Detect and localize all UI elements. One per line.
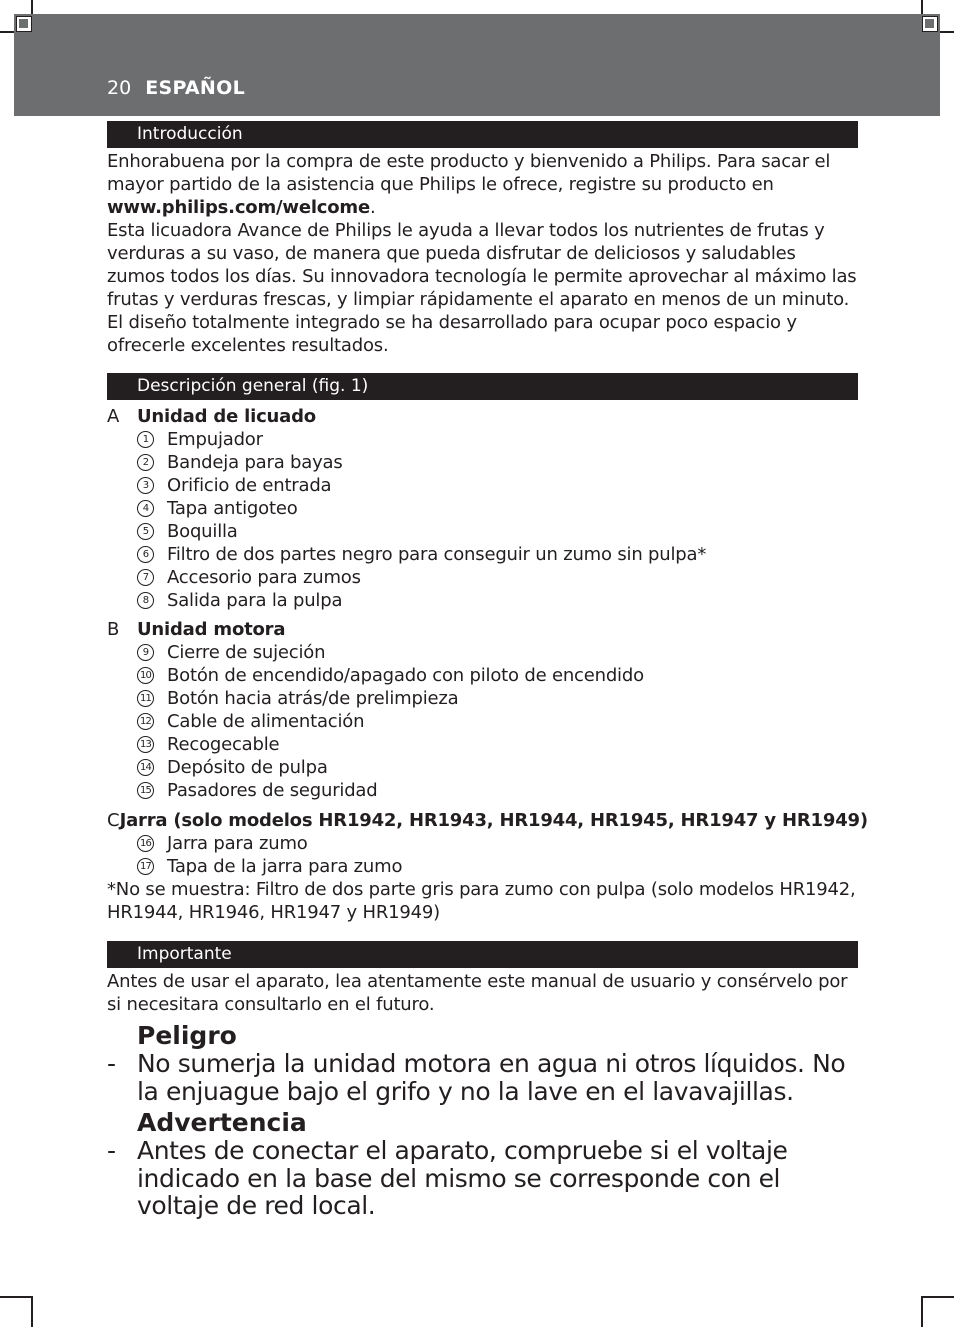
item-number-badge: 17 bbox=[137, 858, 154, 875]
registration-mark-top-right bbox=[922, 16, 938, 32]
item-number-badge: 16 bbox=[137, 835, 154, 852]
group-letter: C bbox=[107, 810, 120, 831]
intro-paragraph-1 bbox=[107, 150, 858, 219]
list-item bbox=[107, 566, 858, 589]
registration-mark-top-left bbox=[16, 16, 32, 32]
crop-mark-top-left-h bbox=[0, 31, 14, 33]
group-header bbox=[107, 618, 858, 641]
group-letter: A bbox=[107, 406, 120, 427]
header-band bbox=[14, 14, 940, 116]
item-number-badge: 3 bbox=[137, 477, 154, 494]
item-label: Cable de alimentación bbox=[167, 711, 365, 732]
group-header bbox=[107, 405, 858, 428]
item-label: Tapa antigoteo bbox=[167, 498, 298, 519]
item-number-badge: 12 bbox=[137, 713, 154, 730]
item-number-badge: 6 bbox=[137, 546, 154, 563]
danger-item bbox=[107, 1050, 858, 1105]
item-label: Orificio de entrada bbox=[167, 475, 332, 496]
bullet-dash: - bbox=[107, 1136, 116, 1165]
item-label: Jarra para zumo bbox=[167, 833, 308, 854]
item-number-badge: 1 bbox=[137, 431, 154, 448]
list-item bbox=[107, 497, 858, 520]
crop-mark-bottom-right-v bbox=[921, 1296, 923, 1327]
crop-mark-bottom-left-v bbox=[31, 1296, 33, 1327]
item-number-badge: 2 bbox=[137, 454, 154, 471]
list-item bbox=[107, 451, 858, 474]
list-item bbox=[107, 733, 858, 756]
item-number-badge: 4 bbox=[137, 500, 154, 517]
list-item bbox=[107, 520, 858, 543]
list-item bbox=[107, 543, 858, 566]
item-label: Bandeja para bayas bbox=[167, 452, 343, 473]
item-label: Empujador bbox=[167, 429, 263, 450]
group-title: Unidad de licuado bbox=[137, 406, 316, 427]
intro-period: . bbox=[370, 197, 376, 218]
overview-group-c bbox=[107, 809, 868, 878]
intro-text: Enhorabuena por la compra de este producto y bienvenido a Philips. Para sacar el mayor partido de la asistencia que Philips le ofrece, registre su producto en bbox=[107, 151, 831, 195]
item-number-badge: 8 bbox=[137, 592, 154, 609]
item-number-badge: 5 bbox=[137, 523, 154, 540]
item-number-badge: 9 bbox=[137, 644, 154, 661]
crop-mark-bottom-left-h bbox=[0, 1296, 31, 1298]
warning-text: Antes de conectar el aparato, compruebe si el voltaje indicado en la base del mismo se corresponde con el voltaje de red local. bbox=[137, 1136, 788, 1220]
list-item bbox=[107, 832, 858, 855]
item-label: Accesorio para zumos bbox=[167, 567, 361, 588]
item-number-badge: 11 bbox=[137, 690, 154, 707]
item-label: Boquilla bbox=[167, 521, 238, 542]
item-label: Botón de encendido/apagado con piloto de encendido bbox=[167, 665, 644, 686]
crop-mark-top-right-h bbox=[940, 31, 954, 33]
item-number-badge: 13 bbox=[137, 736, 154, 753]
group-letter: B bbox=[107, 619, 120, 640]
item-number-badge: 15 bbox=[137, 782, 154, 799]
page-number: 20 bbox=[107, 77, 132, 99]
list-item bbox=[107, 664, 858, 687]
item-label: Cierre de sujeción bbox=[167, 642, 326, 663]
welcome-link[interactable]: www.philips.com/welcome bbox=[107, 197, 370, 218]
list-item bbox=[107, 428, 858, 451]
language-label: ESPAÑOL bbox=[145, 77, 245, 99]
item-number-badge: 14 bbox=[137, 759, 154, 776]
overview-group-b bbox=[107, 618, 858, 802]
crop-mark-top-left-v bbox=[31, 0, 33, 14]
warning-title: Advertencia bbox=[137, 1108, 307, 1137]
item-label: Tapa de la jarra para zumo bbox=[167, 856, 403, 877]
item-label: Filtro de dos partes negro para conseguir un zumo sin pulpa* bbox=[167, 544, 707, 565]
danger-title: Peligro bbox=[137, 1021, 237, 1050]
list-item bbox=[107, 641, 858, 664]
crop-mark-top-right-v bbox=[921, 0, 923, 14]
important-intro: Antes de usar el aparato, lea atentamente este manual de usuario y consérvelo por si necesitara consultarlo en el futuro. bbox=[107, 971, 848, 1015]
list-item bbox=[107, 855, 858, 878]
overview-group-a bbox=[107, 405, 858, 612]
section-heading-overview: Descripción general (fig. 1) bbox=[107, 373, 858, 400]
list-item bbox=[107, 589, 858, 612]
item-label: Pasadores de seguridad bbox=[167, 780, 378, 801]
bullet-dash: - bbox=[107, 1049, 116, 1078]
intro-paragraph-2: Esta licuadora Avance de Philips le ayuda a llevar todos los nutrientes de frutas y verduras a su vaso, de manera que pueda disfrutar de deliciosos y saludables zumos todos los días. Su innovadora tecnología le permite aprovechar al máximo las frutas y verduras frescas, y limpiar rápidamente el aparato en menos de un minuto. El diseño totalmente integrado se ha desarrollado para ocupar poco espacio y ofrecerle excelentes resultados. bbox=[107, 220, 857, 356]
crop-mark-bottom-right-h bbox=[921, 1296, 954, 1298]
page-content bbox=[107, 121, 868, 1220]
overview-footnote: *No se muestra: Filtro de dos parte gris para zumo con pulpa (solo modelos HR1942, HR1944, HR1946, HR1947 y HR1949) bbox=[107, 879, 856, 923]
list-item bbox=[107, 779, 858, 802]
danger-text: No sumerja la unidad motora en agua ni otros líquidos. No la enjuague bajo el grifo y no la lave en el lavavajillas. bbox=[137, 1049, 846, 1106]
list-item bbox=[107, 474, 858, 497]
page-header bbox=[107, 76, 245, 100]
item-number-badge: 10 bbox=[137, 667, 154, 684]
list-item bbox=[107, 710, 858, 733]
list-item bbox=[107, 687, 858, 710]
section-heading-important: Importante bbox=[107, 941, 858, 968]
group-title: Unidad motora bbox=[137, 619, 286, 640]
list-item bbox=[107, 756, 858, 779]
item-label: Recogecable bbox=[167, 734, 280, 755]
group-title: Jarra (solo modelos HR1942, HR1943, HR1944, HR1945, HR1947 y HR1949) bbox=[119, 810, 868, 831]
section-heading-intro: Introducción bbox=[107, 121, 858, 148]
item-label: Salida para la pulpa bbox=[167, 590, 343, 611]
item-number-badge: 7 bbox=[137, 569, 154, 586]
group-header bbox=[107, 809, 868, 832]
warning-item bbox=[107, 1137, 858, 1220]
item-label: Depósito de pulpa bbox=[167, 757, 328, 778]
item-label: Botón hacia atrás/de prelimpieza bbox=[167, 688, 459, 709]
